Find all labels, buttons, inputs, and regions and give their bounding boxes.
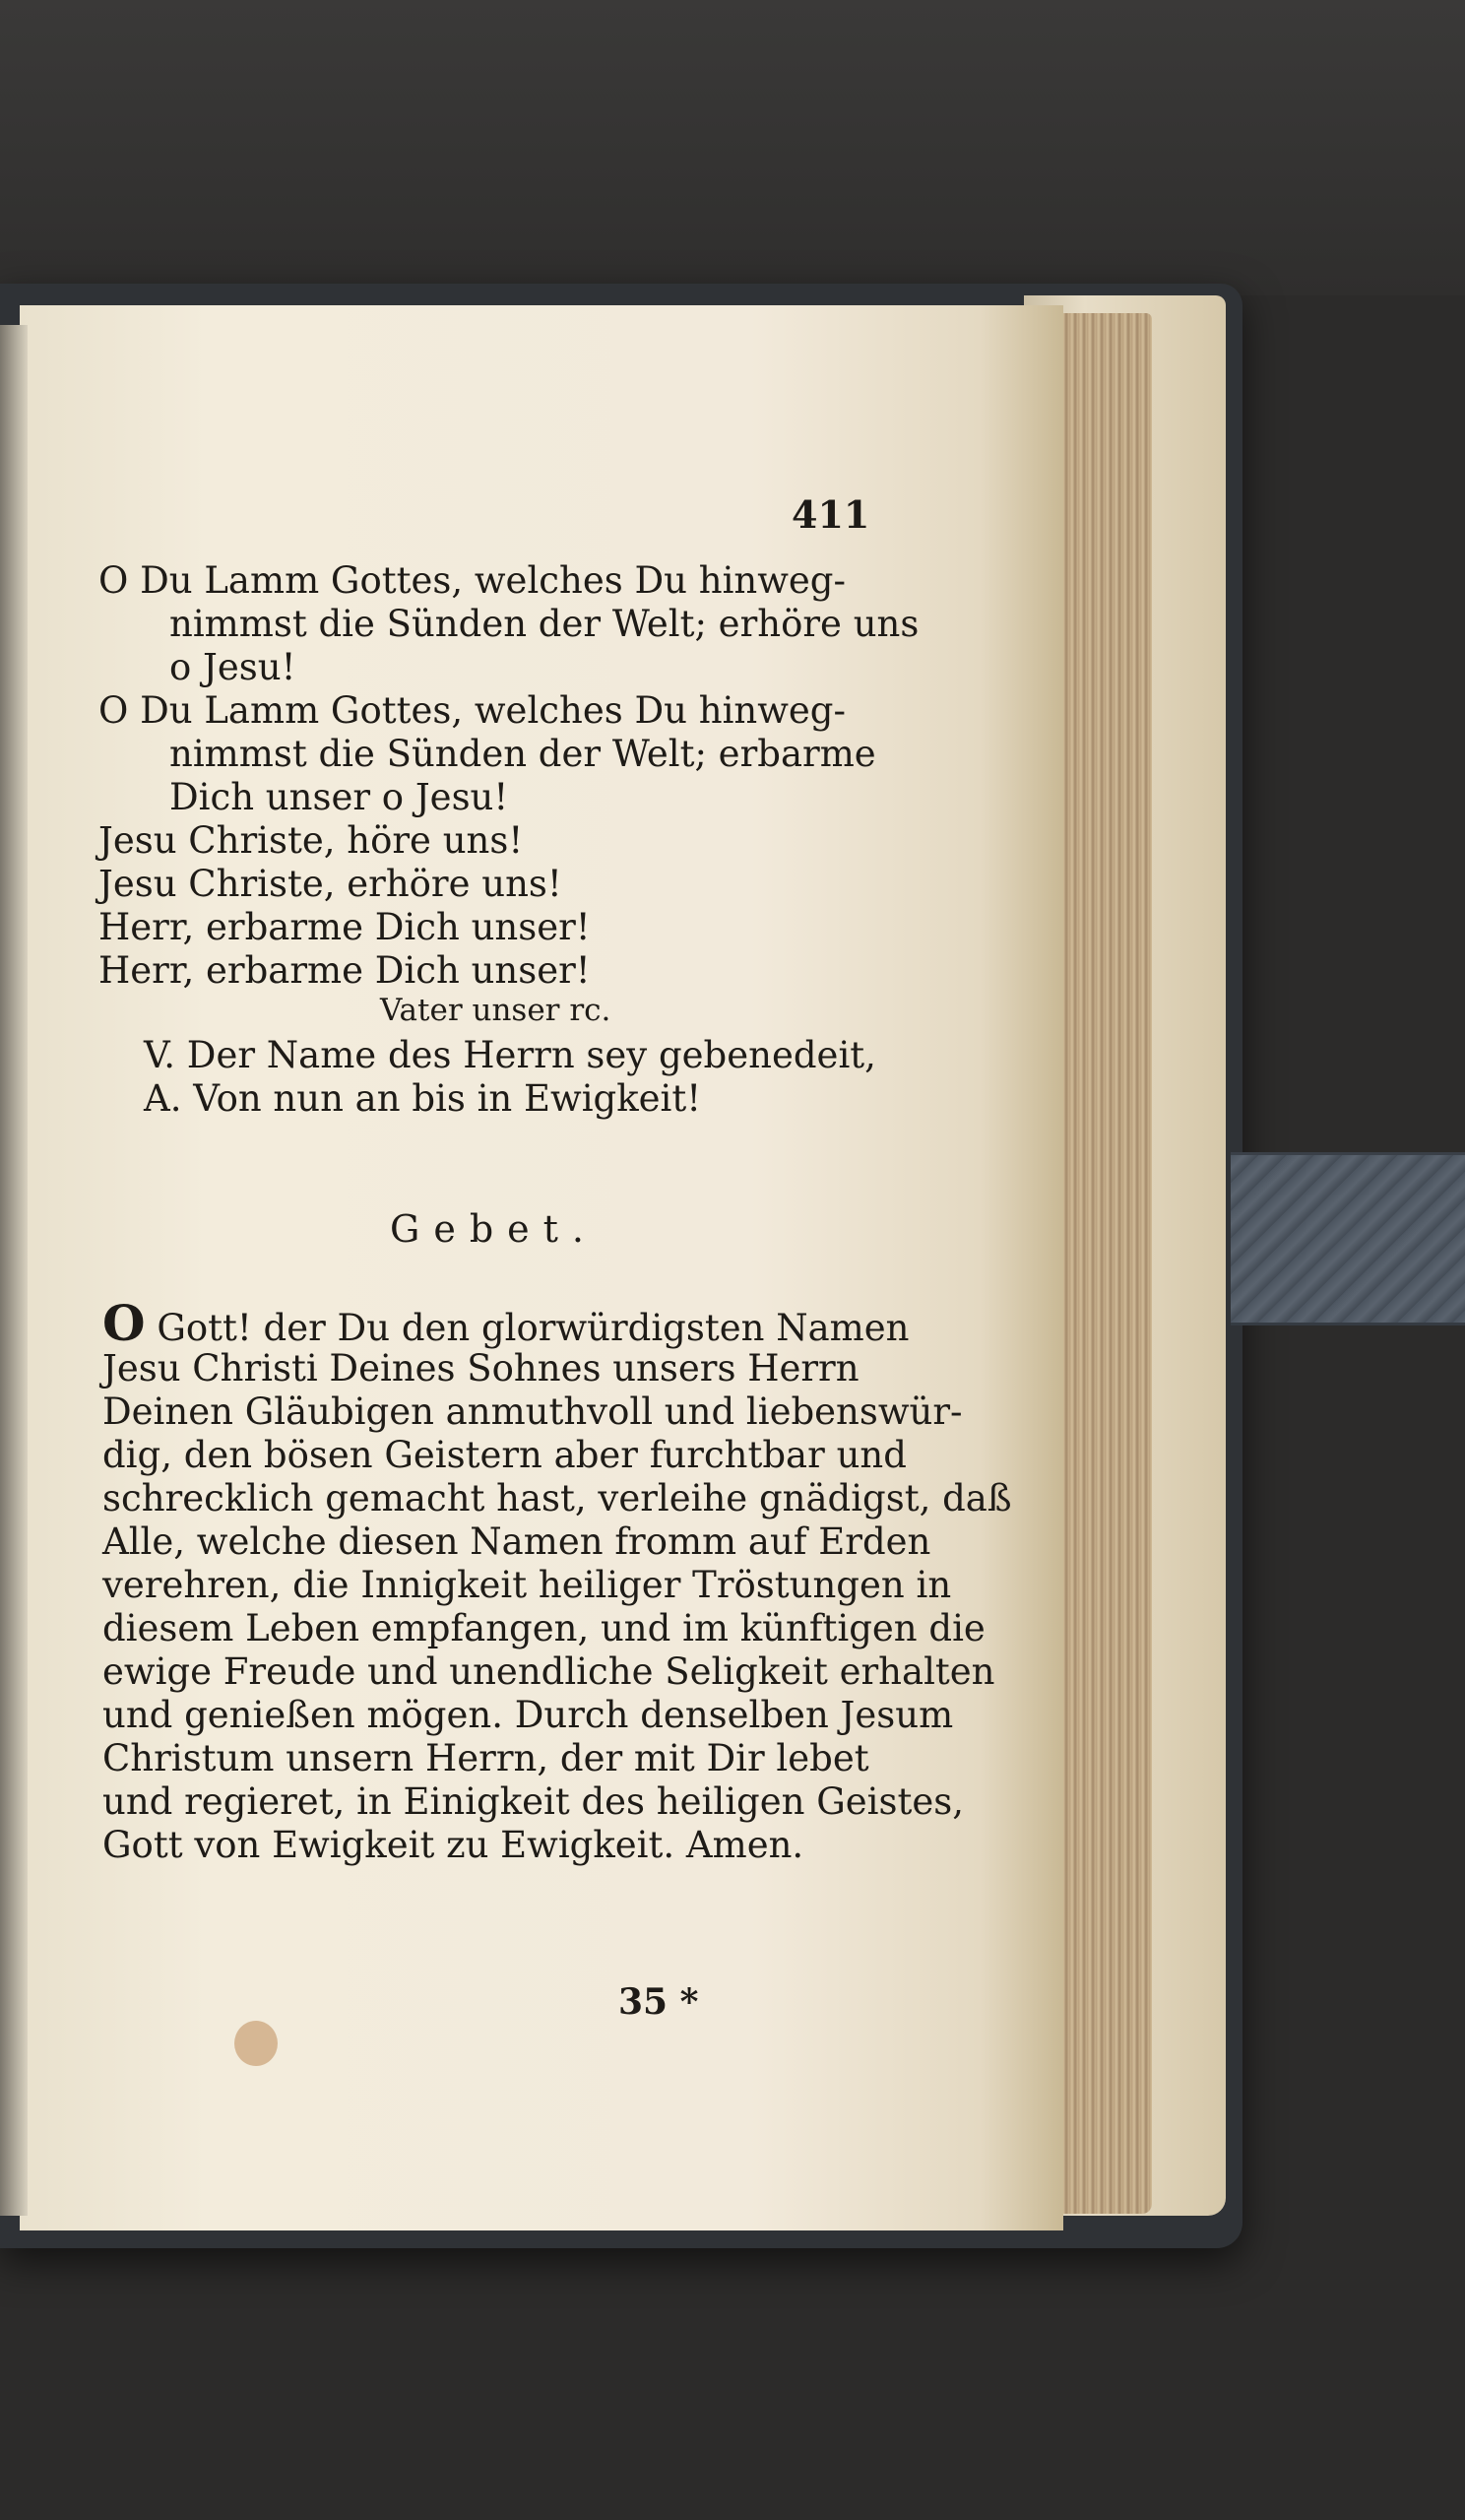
prayer-line: und regieret, in Einigkeit des heiligen Geistes, [102,1780,964,1823]
litany-line: o Jesu! [169,646,296,688]
prayer-line: Jesu Christi Deines Sohnes unsers Herrn [102,1347,860,1389]
litany-line: Herr, erbarme Dich unser! [98,906,591,948]
litany-line: O Du Lamm Gottes, welches Du hinweg- [98,559,846,602]
prayer-line: Gott! der Du den glorwürdigsten Namen [157,1307,910,1349]
prayer-line: ewige Freude und unendliche Seligkeit erhalten [102,1650,995,1693]
prayer-line: diesem Leben empfangen, und im künftigen die [102,1607,986,1649]
page-number: 411 [792,492,870,537]
litany-line: Jesu Christe, erhöre uns! [98,863,562,905]
prayer-heading: Gebet. [390,1207,599,1251]
response: A. Von nun an bis in Ewigkeit! [144,1077,702,1120]
litany-line: Herr, erbarme Dich unser! [98,949,591,992]
drop-cap: O [102,1294,146,1352]
vater-unser-rubric: Vater unser rc. [380,993,611,1028]
gutter-shadow [0,325,28,2216]
versicle: V. Der Name des Herrn sey gebenedeit, [144,1034,876,1076]
litany-line: nimmst die Sünden der Welt; erbarme [169,733,876,775]
litany-line: Dich unser o Jesu! [169,776,509,818]
prayer-line: Deinen Gläubigen anmuthvoll und liebenswür- [102,1390,963,1433]
litany-line: nimmst die Sünden der Welt; erhöre uns [169,603,920,645]
litany-line: O Du Lamm Gottes, welches Du hinweg- [98,689,846,732]
paper-stain [234,2021,278,2066]
prayer-line: schrecklich gemacht hast, verleihe gnädigst, daß [102,1477,1012,1519]
signature-mark: 35 * [618,1981,699,2023]
backdrop [0,0,1465,295]
prayer-first-line [102,1294,910,1352]
prayer-line: und genießen mögen. Durch denselben Jesum [102,1694,954,1736]
bookmark-ribbon [1231,1152,1465,1325]
prayer-line: Christum unsern Herrn, der mit Dir lebet [102,1737,869,1779]
prayer-line: Alle, welche diesen Namen fromm auf Erden [102,1520,931,1563]
prayer-line: Gott von Ewigkeit zu Ewigkeit. Amen. [102,1824,804,1866]
prayer-line: verehren, die Innigkeit heiliger Tröstungen in [102,1564,952,1606]
prayer-line: dig, den bösen Geistern aber furchtbar und [102,1434,907,1476]
litany-line: Jesu Christe, höre uns! [98,819,524,862]
